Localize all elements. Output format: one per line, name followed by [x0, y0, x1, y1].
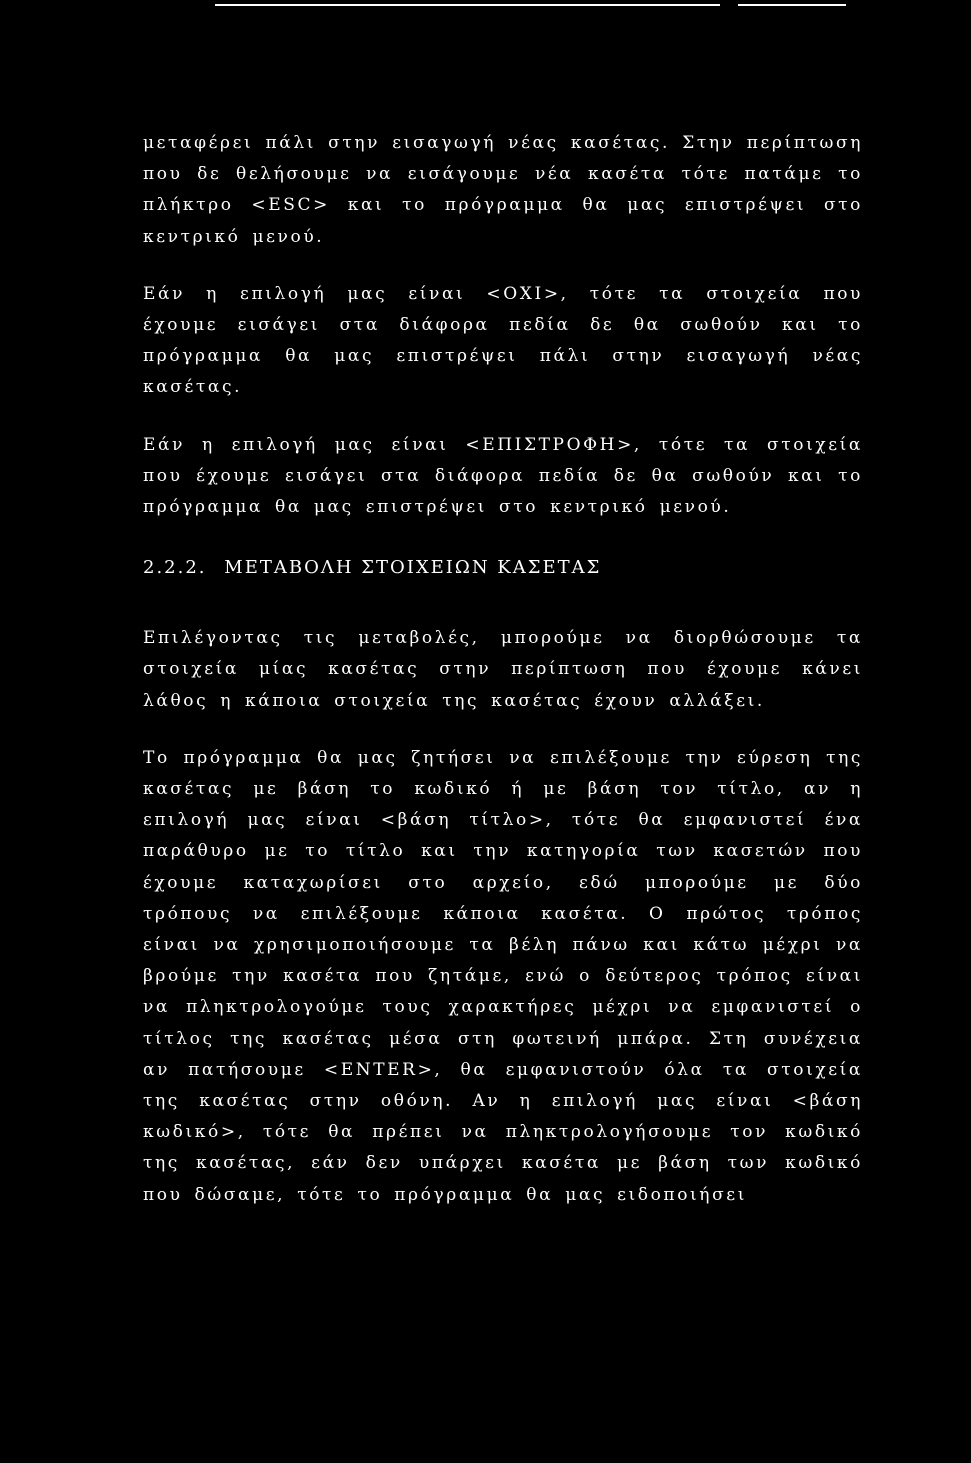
section-heading [143, 549, 863, 583]
top-scan-rule [215, 4, 720, 6]
paragraph-choice-no: Εάν η επιλογή μας είναι <ΟΧΙ>, τότε τα στοιχεία που έχουμε εισάγει στα διάφορα πεδία δε θα σωθούν και το πρόγραμμα θα μας επιστρέψει πάλι στην εισαγωγή νέας κασέτας. [143, 283, 863, 398]
paragraph-search-procedure: Το πρόγραμμα θα μας ζητήσει να επιλέξουμε την εύρεση της κασέτας με βάση το κωδικό ή με βάση τον τίτλο, αν η επιλογή μας είναι <βάση τίτλο>, τότε θα εμφανιστεί ένα παράθυρο με το τίτλο και την κατηγορία των κασετών που έχουμε καταχωρίσει στο αρχείο, εδώ μπορούμε με δύο τρόπους να επιλέξουμε κάποια κασέτα. Ο πρώτος τρόπος είναι να χρησιμοποιήσουμε τα βέλη πάνω και κάτω μέχρι να βρούμε την κασέτα που ζητάμε, ενώ ο δεύτερος τρόπος είναι να πληκτρολογούμε τους χαρακτήρες μέχρι να εμφανιστεί ο τίτλος της κασέτας μέσα στη φωτεινή μπάρα. Στη συνέχεια αν πατήσουμε <ENTER>, θα εμφανιστούν όλα τα στοιχεία της κασέτας στην οθόνη. Αν η επιλογή μας είναι <βάση κωδικό>, τότε θα πρέπει να πληκτρολογήσουμε τον κωδικό της κασέτας, εάν δεν υπάρχει κασέτα με βάση των κωδικό που δώσαμε, τότε το πρόγραμμα θα μας ειδοποιήσει [143, 747, 863, 1205]
paragraph-esc-return: μεταφέρει πάλι στην εισαγωγή νέας κασέτας. Στην περίπτωση που δε θελήσουμε να εισάγουμε νέα κασέτα τότε πατάμε το πλήκτρο <ESC> και το πρόγραμμα θα μας επιστρέψει στο κεντρικό μενού. [143, 133, 863, 247]
top-scan-rule-short [738, 4, 846, 6]
document-page [143, 128, 863, 1237]
section-number: 2.2.2. [143, 557, 207, 579]
section-title: ΜΕΤΑΒΟΛΗ ΣΤΟΙΧΕΙΩΝ ΚΑΣΕΤΑΣ [224, 557, 602, 579]
paragraph-changes-intro: Επιλέγοντας τις μεταβολές, μπορούμε να διορθώσουμε τα στοιχεία μίας κασέτας στην περίπτωση που έχουμε κάνει λάθος η κάποια στοιχεία της κασέτας έχουν αλλάξει. [143, 628, 863, 711]
paragraph-choice-return: Εάν η επιλογή μας είναι <ΕΠΙΣΤΡΟΦΗ>, τότε τα στοιχεία που έχουμε εισάγει στα διάφορα πεδία δε θα σωθούν και το πρόγραμμα θα μας επιστρέψει στο κεντρικό μενού. [143, 434, 863, 518]
